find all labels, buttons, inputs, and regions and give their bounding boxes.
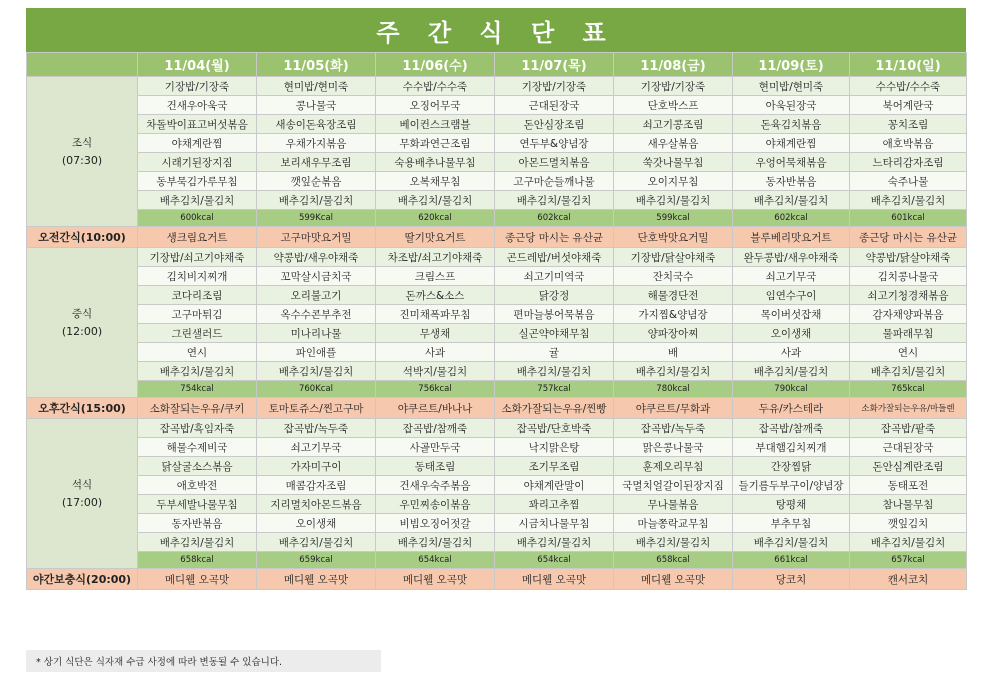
dish-cell: 깻잎순볶음 [257, 172, 376, 191]
dish-cell: 현미밥/현미죽 [733, 77, 850, 96]
kcal-cell: 757kcal [495, 381, 614, 398]
breakfast-dish-row [27, 77, 967, 96]
breakfast-dish-row [27, 191, 967, 210]
dish-cell: 꽁치조림 [850, 115, 967, 134]
dish-cell: 가자미구이 [257, 457, 376, 476]
kcal-cell: 790kcal [733, 381, 850, 398]
dish-cell: 배추김치/물김치 [850, 362, 967, 381]
dish-cell: 부대햄김치찌개 [733, 438, 850, 457]
dish-cell: 배추김치/물김치 [733, 191, 850, 210]
night_snack-row [27, 569, 967, 590]
dish-cell: 우엉어묵채볶음 [733, 153, 850, 172]
day-header: 11/10(일) [850, 53, 967, 77]
kcal-cell: 599kcal [614, 210, 733, 227]
dish-cell: 오징어무국 [376, 96, 495, 115]
dish-cell: 배추김치/물김치 [257, 362, 376, 381]
dinner-dish-row [27, 457, 967, 476]
dish-cell: 베이컨스크램블 [376, 115, 495, 134]
dish-cell: 배 [614, 343, 733, 362]
kcal-cell: 754kcal [138, 381, 257, 398]
dinner-dish-row [27, 476, 967, 495]
meal-time: (17:00) [61, 495, 103, 509]
dish-cell: 배추김치/물김치 [138, 191, 257, 210]
dish-cell: 아몬드멸치볶음 [495, 153, 614, 172]
dish-cell: 쑥갓나물무침 [614, 153, 733, 172]
am_snack-row [27, 227, 967, 248]
snack-cell: 소화가잘되는우유/찐빵 [495, 398, 614, 419]
dish-cell: 닭강정 [495, 286, 614, 305]
snack-cell: 메디웰 오곡맛 [376, 569, 495, 590]
snack-cell: 두유/카스테라 [733, 398, 850, 419]
snack-cell: 토마토쥬스/찐고구마 [257, 398, 376, 419]
dish-cell: 배추김치/물김치 [376, 191, 495, 210]
breakfast-dish-row [27, 134, 967, 153]
dish-cell: 사과 [733, 343, 850, 362]
dish-cell: 양파장아찌 [614, 324, 733, 343]
snack-cell: 야쿠르트/무화과 [614, 398, 733, 419]
dish-cell: 오리불고기 [257, 286, 376, 305]
dish-cell: 그린샐러드 [138, 324, 257, 343]
dish-cell: 사골만두국 [376, 438, 495, 457]
dish-cell: 배추김치/물김치 [850, 533, 967, 552]
snack-cell: 메디웰 오곡맛 [495, 569, 614, 590]
dish-cell: 오복채무침 [376, 172, 495, 191]
lunch-dish-row [27, 343, 967, 362]
dish-cell: 차돌박이표고버섯볶음 [138, 115, 257, 134]
meal-time: (12:00) [61, 324, 103, 338]
dish-cell: 마늘쫑락교무침 [614, 514, 733, 533]
day-header: 11/04(월) [138, 53, 257, 77]
kcal-cell: 601kcal [850, 210, 967, 227]
dish-cell: 콩나물국 [257, 96, 376, 115]
snack-cell: 캔서코치 [850, 569, 967, 590]
pm_snack-label: 오후간식(15:00) [27, 398, 138, 419]
kcal-cell: 657kcal [850, 552, 967, 569]
kcal-cell: 602kcal [495, 210, 614, 227]
dish-cell: 김치비지찌개 [138, 267, 257, 286]
dish-cell: 배추김치/물김치 [376, 533, 495, 552]
lunch-dish-row [27, 362, 967, 381]
dish-cell: 물파래무침 [850, 324, 967, 343]
dish-cell: 아욱된장국 [733, 96, 850, 115]
dish-cell: 감자채양파볶음 [850, 305, 967, 324]
dish-cell: 동부묵김가루무침 [138, 172, 257, 191]
dish-cell: 가지찜&양념장 [614, 305, 733, 324]
dish-cell: 고구마순들깨나물 [495, 172, 614, 191]
lunch-dish-row [27, 324, 967, 343]
dish-cell: 잡곡밥/흑임자죽 [138, 419, 257, 438]
dish-cell: 약콩밥/새우야채죽 [257, 248, 376, 267]
dish-cell: 잡곡밥/녹두죽 [614, 419, 733, 438]
dish-cell: 해물수제비국 [138, 438, 257, 457]
dish-cell: 배추김치/물김치 [257, 533, 376, 552]
page-title: 주 간 식 단 표 [26, 8, 966, 52]
dish-cell: 건새우아욱국 [138, 96, 257, 115]
dish-cell: 부추무침 [733, 514, 850, 533]
weekly-menu [26, 8, 966, 590]
dish-cell: 잡곡밥/참깨죽 [376, 419, 495, 438]
dish-cell: 현미밥/현미죽 [257, 77, 376, 96]
dish-cell: 국멸치얼갈이된장지짐 [614, 476, 733, 495]
day-header: 11/07(목) [495, 53, 614, 77]
dish-cell: 동자반볶음 [138, 514, 257, 533]
dish-cell: 오이생채 [257, 514, 376, 533]
dish-cell: 무나물볶음 [614, 495, 733, 514]
dish-cell: 꼬막살시금치국 [257, 267, 376, 286]
corner-cell [27, 53, 138, 77]
lunch-label-cell [27, 248, 138, 398]
dish-cell: 배추김치/물김치 [614, 362, 733, 381]
dish-cell: 닭살굴소스볶음 [138, 457, 257, 476]
day-header: 11/08(금) [614, 53, 733, 77]
day-header: 11/05(화) [257, 53, 376, 77]
pm_snack-row [27, 398, 967, 419]
kcal-cell: 765kcal [850, 381, 967, 398]
dish-cell: 연두부&양념장 [495, 134, 614, 153]
dish-cell: 우채가지볶음 [257, 134, 376, 153]
dish-cell: 임연수구이 [733, 286, 850, 305]
dish-cell: 수수밥/수수죽 [850, 77, 967, 96]
dish-cell: 야채계란말이 [495, 476, 614, 495]
dish-cell: 건새우숙주볶음 [376, 476, 495, 495]
dish-cell: 무생채 [376, 324, 495, 343]
dish-cell: 잔치국수 [614, 267, 733, 286]
dish-cell: 탕평채 [733, 495, 850, 514]
dish-cell: 보리새우무조림 [257, 153, 376, 172]
dish-cell: 쇠고기무국 [733, 267, 850, 286]
dish-cell: 연시 [850, 343, 967, 362]
kcal-cell: 599Kcal [257, 210, 376, 227]
dish-cell: 귤 [495, 343, 614, 362]
lunch-dish-row [27, 248, 967, 267]
menu-table [26, 52, 967, 590]
dish-cell: 오이생채 [733, 324, 850, 343]
breakfast-dish-row [27, 96, 967, 115]
dish-cell: 맑은콩나물국 [614, 438, 733, 457]
dish-cell: 완두콩밥/새우야채죽 [733, 248, 850, 267]
dish-cell: 비빔오징어젓갈 [376, 514, 495, 533]
lunch-dish-row [27, 267, 967, 286]
dish-cell: 미나리나물 [257, 324, 376, 343]
dish-cell: 파인애플 [257, 343, 376, 362]
dish-cell: 코다리조림 [138, 286, 257, 305]
dish-cell: 무화과연근조림 [376, 134, 495, 153]
dish-cell: 배추김치/물김치 [138, 362, 257, 381]
dish-cell: 동자반볶음 [733, 172, 850, 191]
dish-cell: 훈제오리무침 [614, 457, 733, 476]
dish-cell: 깻잎김치 [850, 514, 967, 533]
kcal-cell: 780kcal [614, 381, 733, 398]
meal-name: 조식 [71, 136, 93, 149]
snack-cell: 종근당 마시는 유산균 [495, 227, 614, 248]
dish-cell: 새송이돈육장조림 [257, 115, 376, 134]
kcal-cell: 658kcal [138, 552, 257, 569]
breakfast-dish-row [27, 172, 967, 191]
dish-cell: 단호박스프 [614, 96, 733, 115]
dish-cell: 석박지/물김치 [376, 362, 495, 381]
dinner-dish-row [27, 419, 967, 438]
dish-cell: 쇠고기무국 [257, 438, 376, 457]
dish-cell: 배추김치/물김치 [138, 533, 257, 552]
kcal-cell: 620kcal [376, 210, 495, 227]
lunch-dish-row [27, 286, 967, 305]
dish-cell: 돈안심계란조림 [850, 457, 967, 476]
snack-cell: 소화잘되는우유/쿠키 [138, 398, 257, 419]
kcal-cell: 659kcal [257, 552, 376, 569]
dish-cell: 기장밥/기장죽 [495, 77, 614, 96]
meal-name: 석식 [71, 478, 93, 491]
dish-cell: 목이버섯잡채 [733, 305, 850, 324]
lunch-dish-row [27, 305, 967, 324]
dish-cell: 시금치나물무침 [495, 514, 614, 533]
kcal-cell: 658kcal [614, 552, 733, 569]
dish-cell: 배추김치/물김치 [495, 533, 614, 552]
dish-cell: 돈육김치볶음 [733, 115, 850, 134]
dish-cell: 북어계란국 [850, 96, 967, 115]
dish-cell: 쇠고기콩조림 [614, 115, 733, 134]
snack-cell: 당코치 [733, 569, 850, 590]
dish-cell: 애호박전 [138, 476, 257, 495]
snack-cell: 메디웰 오곡맛 [257, 569, 376, 590]
dish-cell: 숙용배추나물무침 [376, 153, 495, 172]
dish-cell: 쇠고기청경채볶음 [850, 286, 967, 305]
snack-cell: 소화가잘되는우유/마들렌 [850, 398, 967, 419]
kcal-cell: 756kcal [376, 381, 495, 398]
dish-cell: 참나물무침 [850, 495, 967, 514]
snack-cell: 생크림요거트 [138, 227, 257, 248]
dish-cell: 크림스프 [376, 267, 495, 286]
dish-cell: 해물경단전 [614, 286, 733, 305]
day-header: 11/06(수) [376, 53, 495, 77]
dish-cell: 느타리감자조림 [850, 153, 967, 172]
dish-cell: 오이지무침 [614, 172, 733, 191]
dish-cell: 동태조림 [376, 457, 495, 476]
snack-cell: 블루베리맛요거트 [733, 227, 850, 248]
dish-cell: 돈까스&소스 [376, 286, 495, 305]
kcal-cell: 760Kcal [257, 381, 376, 398]
dish-cell: 배추김치/물김치 [614, 191, 733, 210]
dish-cell: 두부세발나물무침 [138, 495, 257, 514]
dinner-dish-row [27, 438, 967, 457]
snack-cell: 야쿠르트/바나나 [376, 398, 495, 419]
dish-cell: 차조밥/쇠고기야채죽 [376, 248, 495, 267]
dish-cell: 배추김치/물김치 [614, 533, 733, 552]
dish-cell: 동태포전 [850, 476, 967, 495]
snack-cell: 메디웰 오곡맛 [614, 569, 733, 590]
dish-cell: 곤드레밥/버섯야채죽 [495, 248, 614, 267]
dish-cell: 사과 [376, 343, 495, 362]
dish-cell: 애호박볶음 [850, 134, 967, 153]
dish-cell: 진미채폭파무침 [376, 305, 495, 324]
dish-cell: 편마늘봉어묵볶음 [495, 305, 614, 324]
breakfast-kcal-row [27, 210, 967, 227]
snack-cell: 딸기맛요거트 [376, 227, 495, 248]
kcal-cell: 602kcal [733, 210, 850, 227]
dish-cell: 기장밥/기장죽 [614, 77, 733, 96]
dish-cell: 배추김치/물김치 [733, 362, 850, 381]
kcal-cell: 661kcal [733, 552, 850, 569]
snack-cell: 단호박맛요거밀 [614, 227, 733, 248]
dish-cell: 기장밥/쇠고기야채죽 [138, 248, 257, 267]
dinner-dish-row [27, 533, 967, 552]
dinner-dish-row [27, 514, 967, 533]
dish-cell: 연시 [138, 343, 257, 362]
kcal-cell: 600kcal [138, 210, 257, 227]
dish-cell: 매콤감자조림 [257, 476, 376, 495]
dish-cell: 옥수수콘부추전 [257, 305, 376, 324]
dish-cell: 배추김치/물김치 [495, 362, 614, 381]
dish-cell: 숙주나물 [850, 172, 967, 191]
dish-cell: 배추김치/물김치 [257, 191, 376, 210]
dish-cell: 잡곡밥/팥죽 [850, 419, 967, 438]
day-header: 11/09(토) [733, 53, 850, 77]
dish-cell: 쇠고기미역국 [495, 267, 614, 286]
dinner-kcal-row [27, 552, 967, 569]
dinner-label-cell [27, 419, 138, 569]
dish-cell: 조기무조림 [495, 457, 614, 476]
snack-cell: 메디웰 오곡맛 [138, 569, 257, 590]
dish-cell: 잡곡밥/참깨죽 [733, 419, 850, 438]
breakfast-label-cell [27, 77, 138, 227]
dish-cell: 돈안심장조림 [495, 115, 614, 134]
dish-cell: 야채계란찜 [733, 134, 850, 153]
dish-cell: 배추김치/물김치 [495, 191, 614, 210]
dish-cell: 고구마튀김 [138, 305, 257, 324]
dish-cell: 약콩밥/닭살야채죽 [850, 248, 967, 267]
dish-cell: 지리멸치아몬드볶음 [257, 495, 376, 514]
dish-cell: 새우살볶음 [614, 134, 733, 153]
dish-cell: 낙지맑은탕 [495, 438, 614, 457]
dinner-dish-row [27, 495, 967, 514]
snack-cell: 고구마맛요거밀 [257, 227, 376, 248]
kcal-cell: 654kcal [495, 552, 614, 569]
meal-time: (07:30) [61, 153, 103, 167]
dish-cell: 근대된장국 [850, 438, 967, 457]
meal-name: 중식 [71, 307, 93, 320]
dish-cell: 들기름두부구이/양념장 [733, 476, 850, 495]
day-header-row [27, 53, 967, 77]
dish-cell: 잡곡밥/단호박죽 [495, 419, 614, 438]
dish-cell: 간장찜닭 [733, 457, 850, 476]
kcal-cell: 654kcal [376, 552, 495, 569]
lunch-kcal-row [27, 381, 967, 398]
breakfast-dish-row [27, 115, 967, 134]
dish-cell: 우민찌송이볶음 [376, 495, 495, 514]
breakfast-dish-row [27, 153, 967, 172]
dish-cell: 기장밥/닭살야채죽 [614, 248, 733, 267]
dish-cell: 김치콩나물국 [850, 267, 967, 286]
dish-cell: 배추김치/물김치 [733, 533, 850, 552]
dish-cell: 기장밥/기장죽 [138, 77, 257, 96]
dish-cell: 배추김치/물김치 [850, 191, 967, 210]
snack-cell: 종근당 마시는 유산균 [850, 227, 967, 248]
dish-cell: 수수밥/수수죽 [376, 77, 495, 96]
dish-cell: 야채계란찜 [138, 134, 257, 153]
dish-cell: 근대된장국 [495, 96, 614, 115]
night_snack-label: 야간보충식(20:00) [27, 569, 138, 590]
dish-cell: 잡곡밥/녹두죽 [257, 419, 376, 438]
am_snack-label: 오전간식(10:00) [27, 227, 138, 248]
dish-cell: 시래기된장지짐 [138, 153, 257, 172]
dish-cell: 실곤약야채무침 [495, 324, 614, 343]
dish-cell: 꽈리고추찜 [495, 495, 614, 514]
footnote: * 상기 식단은 식자재 수급 사정에 따라 변동될 수 있습니다. [26, 650, 381, 672]
